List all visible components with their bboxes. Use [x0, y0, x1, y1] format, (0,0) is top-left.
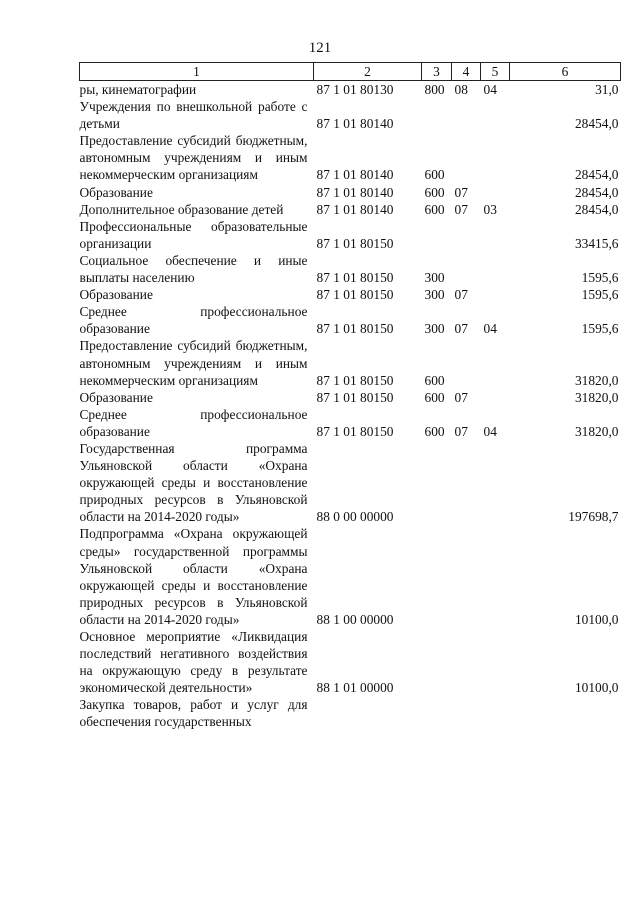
row-type: 600 [424, 389, 445, 405]
row-section: 08 [454, 82, 468, 97]
row-code [314, 696, 422, 730]
row-amount: 28454,0 [574, 184, 619, 200]
row-name: Среднее профессиональное образование [79, 406, 308, 439]
row-subsection [481, 525, 510, 628]
row-section [452, 628, 481, 696]
table-row [80, 98, 621, 132]
row-code: 87 1 01 80150 [316, 270, 394, 286]
table-row [80, 184, 621, 201]
row-section [452, 337, 481, 388]
table-row [80, 406, 621, 440]
row-subsection [481, 696, 510, 730]
row-subsection [481, 98, 510, 132]
row-amount: 28454,0 [574, 116, 619, 132]
table-row [80, 389, 621, 406]
row-subsection [481, 337, 510, 388]
row-type [422, 440, 452, 525]
row-code: 87 1 01 80140 [316, 184, 394, 200]
row-code: 87 1 01 80140 [316, 116, 394, 132]
table-body [80, 81, 621, 731]
row-type [422, 218, 452, 252]
row-section: 07 [454, 321, 468, 337]
table-row [80, 201, 621, 218]
table-header [80, 63, 621, 81]
table-row [80, 132, 621, 183]
row-subsection: 04 [483, 82, 497, 97]
row-amount: 1595,6 [581, 287, 619, 303]
table-row [80, 81, 621, 99]
table-row [80, 440, 621, 525]
row-type: 300 [424, 321, 445, 337]
row-subsection [481, 628, 510, 696]
row-name: Профессиональные образовательные организации [79, 218, 308, 251]
row-name: Образование [79, 287, 153, 303]
row-type: 600 [424, 423, 445, 439]
row-section [452, 440, 481, 525]
row-amount: 31,0 [595, 82, 619, 97]
row-name: Предоставление субсидий бюджетным, автономным учреждениям и иным некоммерческим организациям [79, 133, 308, 183]
table-row [80, 628, 621, 696]
row-amount: 33415,6 [574, 235, 619, 251]
row-name: Дополнительное образование детей [79, 201, 284, 217]
row-section [452, 252, 481, 286]
row-section: 07 [454, 201, 468, 217]
row-subsection [481, 252, 510, 286]
row-code: 87 1 01 80150 [316, 235, 394, 251]
row-amount: 1595,6 [581, 270, 619, 286]
row-code: 87 1 01 80150 [316, 321, 394, 337]
column-header-1: 1 [80, 63, 314, 81]
column-header-4: 4 [452, 63, 481, 81]
row-code: 87 1 01 80150 [316, 423, 394, 439]
row-type: 600 [424, 167, 445, 183]
row-name: ры, кинематографии [79, 82, 197, 97]
row-subsection [481, 286, 510, 303]
row-subsection: 03 [483, 201, 497, 217]
row-subsection [481, 218, 510, 252]
row-type: 600 [424, 201, 445, 217]
row-type: 300 [424, 287, 445, 303]
row-section [452, 98, 481, 132]
row-name: Предоставление субсидий бюджетным, автономным учреждениям и иным некоммерческим организациям [79, 338, 308, 388]
row-code: 87 1 01 80140 [316, 201, 394, 217]
table-row [80, 303, 621, 337]
table-row [80, 696, 621, 730]
row-section [452, 132, 481, 183]
row-name: Среднее профессиональное образование [79, 304, 308, 337]
row-subsection: 04 [483, 321, 497, 337]
row-subsection [481, 389, 510, 406]
table-row [80, 286, 621, 303]
row-section [452, 218, 481, 252]
row-code: 88 1 01 00000 [316, 680, 394, 696]
column-header-5: 5 [481, 63, 510, 81]
row-type [422, 696, 452, 730]
row-type [422, 628, 452, 696]
row-amount: 28454,0 [574, 201, 619, 217]
row-amount: 10100,0 [574, 611, 619, 627]
row-amount: 1595,6 [581, 321, 619, 337]
row-name: Основное мероприятие «Ликвидация последствий негативного воздействия на окружающую среду в результате экономической деятельности» [79, 629, 308, 696]
row-type: 300 [424, 270, 445, 286]
row-name: Закупка товаров, работ и услуг для обеспечения государственных [79, 697, 308, 730]
row-code: 87 1 01 80150 [316, 389, 394, 405]
row-amount [510, 696, 621, 730]
row-subsection [481, 184, 510, 201]
row-code: 87 1 01 80140 [316, 167, 394, 183]
row-section: 07 [454, 423, 468, 439]
row-amount: 31820,0 [574, 389, 619, 405]
row-type: 600 [424, 372, 445, 388]
page-number: 121 [308, 40, 332, 56]
row-code: 88 0 00 00000 [316, 509, 394, 525]
row-type: 600 [424, 184, 445, 200]
row-name: Образование [79, 184, 153, 200]
row-name: Подпрограмма «Охрана окружающей среды» государственной программы Ульяновской области «Охрана окружающей среды и восстановление природных ресурсов в Ульяновской области на 2014-2020 годы» [79, 526, 308, 627]
row-subsection [481, 132, 510, 183]
table-row [80, 252, 621, 286]
row-type: 800 [424, 82, 445, 97]
row-type [422, 525, 452, 628]
column-header-3: 3 [422, 63, 452, 81]
table-row [80, 525, 621, 628]
row-section: 07 [454, 184, 468, 200]
row-type [422, 98, 452, 132]
row-amount: 197698,7 [568, 509, 619, 525]
row-section: 07 [454, 389, 468, 405]
budget-table [79, 62, 621, 731]
row-subsection [481, 440, 510, 525]
column-header-2: 2 [314, 63, 422, 81]
row-code: 88 1 00 00000 [316, 611, 394, 627]
row-code: 87 1 01 80150 [316, 287, 394, 303]
row-name: Образование [79, 389, 153, 405]
row-amount: 28454,0 [574, 167, 619, 183]
row-code: 87 1 01 80150 [316, 372, 394, 388]
table-row [80, 218, 621, 252]
row-section [452, 696, 481, 730]
row-name: Государственная программа Ульяновской области «Охрана окружающей среды и восстановление природных ресурсов в Ульяновской области на 2014-2020 годы» [79, 440, 308, 525]
row-section: 07 [454, 287, 468, 303]
row-name: Социальное обеспечение и иные выплаты населению [79, 252, 308, 286]
header-row [80, 63, 621, 81]
row-subsection: 04 [483, 423, 497, 439]
row-amount: 31820,0 [574, 372, 619, 388]
row-amount: 10100,0 [574, 680, 619, 696]
row-section [452, 525, 481, 628]
row-code: 87 1 01 80130 [316, 82, 394, 97]
row-name: Учреждения по внешкольной работе с детьми [79, 99, 308, 132]
table-row [80, 337, 621, 388]
row-amount: 31820,0 [574, 423, 619, 439]
column-header-6: 6 [510, 63, 621, 81]
